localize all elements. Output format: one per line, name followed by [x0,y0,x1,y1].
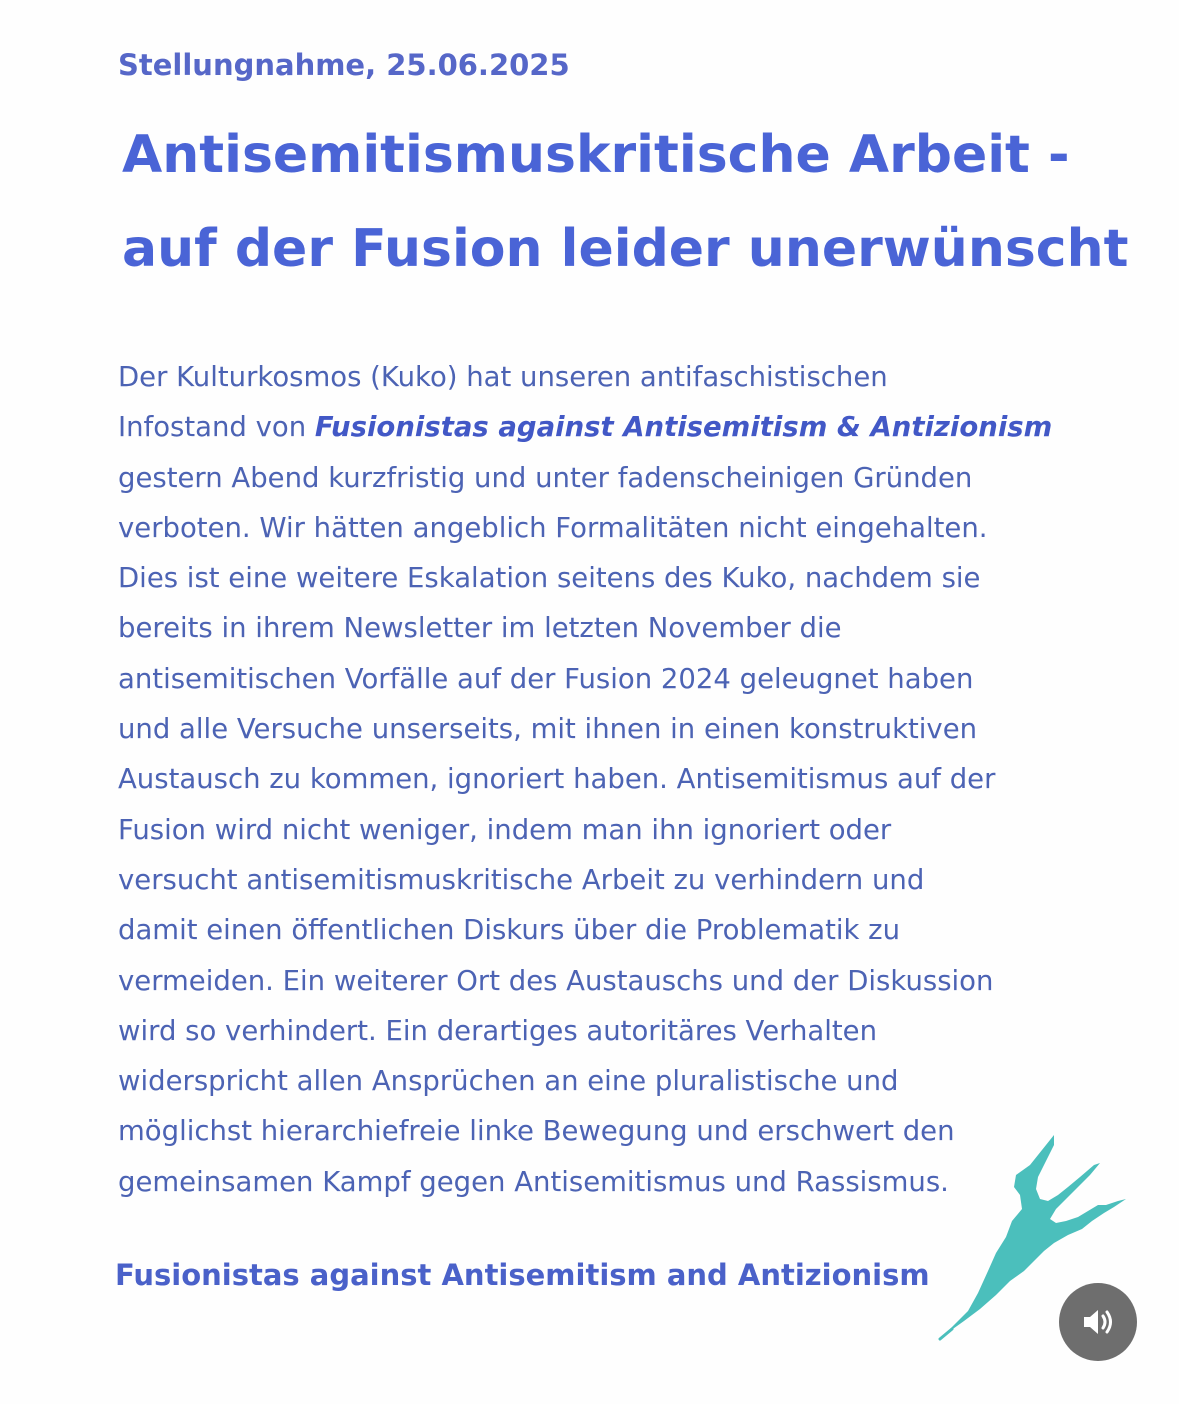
body-line: Der Kulturkosmos (Kuko) hat unseren antifaschistischen [118,361,888,393]
audio-toggle-button[interactable] [1059,1283,1137,1361]
body-line: Dies ist eine weitere Eskalation seitens des Kuko, nachdem sie [118,562,981,595]
statement-body [118,352,1078,1207]
body-line: antisemitischen Vorfälle auf der Fusion 2024 geleugnet haben [118,662,974,695]
body-line: Fusion wird nicht weniger, indem man ihn ignoriert oder [118,813,892,846]
body-line: widerspricht allen Ansprüchen an eine pluralistische und [118,1065,899,1098]
body-line: gestern Abend kurzfristig und unter fadenscheinigen Gründen [118,461,973,494]
statement-kicker: Stellungnahme, 25.06.2025 [118,48,570,82]
body-line-prefix: Infostand von [118,411,315,444]
group-name-emphasis: Fusionistas against Antisemitism & Antizionism [314,411,1053,444]
body-line: Austausch zu kommen, ignoriert haben. Antisemitismus auf der [118,763,996,796]
body-line: wird so verhindert. Ein derartiges autoritäres Verhalten [118,1014,878,1047]
body-line: möglichst hierarchiefreie linke Bewegung und erschwert den [118,1115,955,1148]
speaker-icon [1078,1302,1118,1342]
statement-title [122,108,1128,296]
signature: Fusionistas against Antisemitism and Antizionism [115,1258,930,1292]
body-line: vermeiden. Ein weiterer Ort des Austauschs und der Diskussion [118,964,994,997]
body-line [118,402,1078,452]
body-line: gemeinsamen Kampf gegen Antisemitismus und Rassismus. [118,1165,949,1198]
title-line-2: auf der Fusion leider unerwünscht [122,219,1129,279]
body-line: verboten. Wir hätten angeblich Formalitäten nicht eingehalten. [118,511,988,544]
body-line: bereits in ihrem Newsletter im letzten November die [118,612,842,645]
body-line: versucht antisemitismuskritische Arbeit zu verhindern und [118,863,925,896]
title-line-1: Antisemitismuskritische Arbeit - [122,125,1070,185]
body-line: damit einen öffentlichen Diskurs über die Problematik zu [118,914,901,947]
body-line: und alle Versuche unserseits, mit ihnen in einen konstruktiven [118,713,978,746]
